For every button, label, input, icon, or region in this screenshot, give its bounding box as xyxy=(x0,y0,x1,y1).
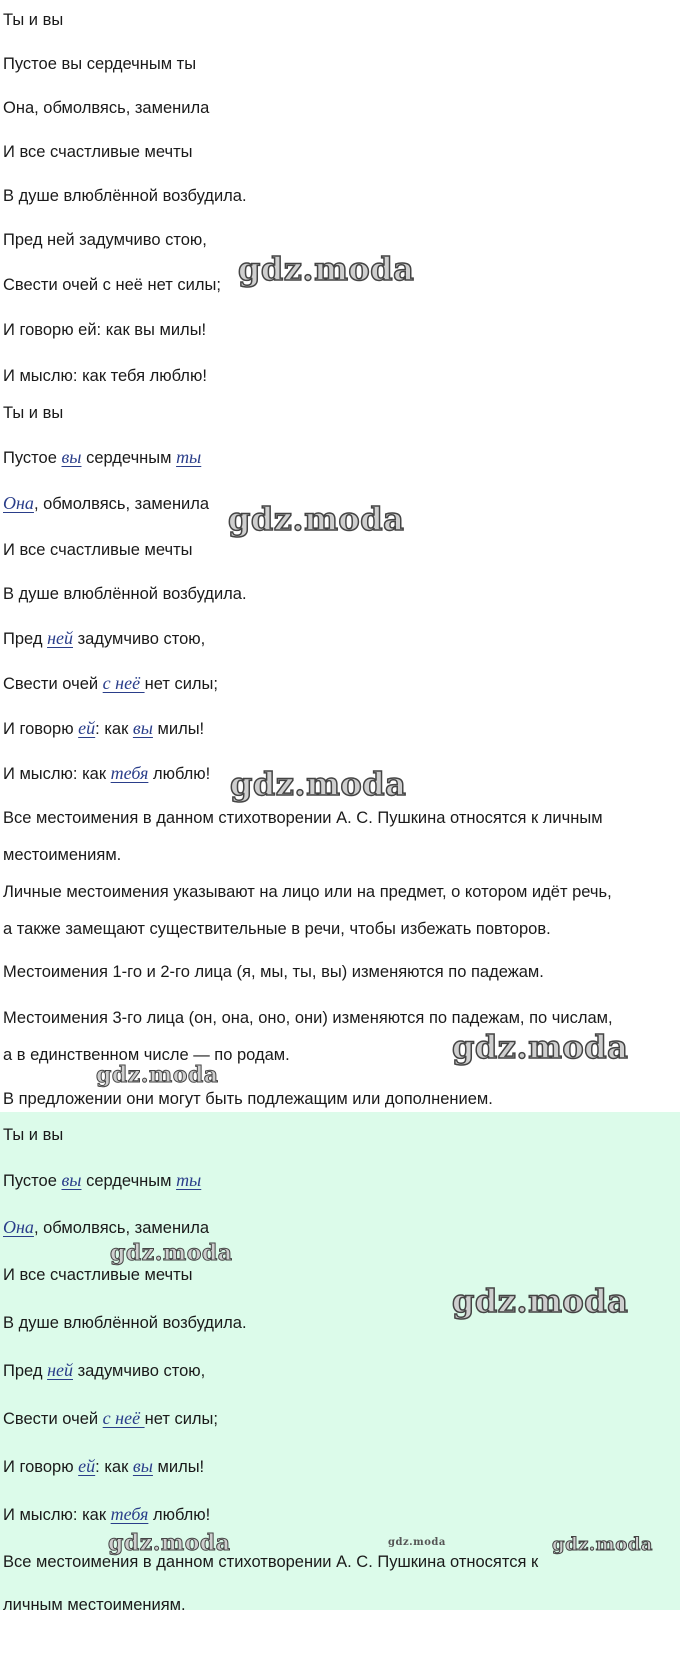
pronoun-highlight: ней xyxy=(47,1360,73,1380)
poem3-line-4: И все счастливые мечты xyxy=(3,1266,193,1284)
poem3-explanation-line-2: личным местоимениям. xyxy=(3,1596,186,1614)
pronoun-highlight: ней xyxy=(47,628,73,648)
poem1-line-6: Пред ней задумчиво стою, xyxy=(3,231,207,249)
explanation-line-8: В предложении они могут быть подлежащим или дополнением. xyxy=(3,1090,493,1108)
poem1-line-8: И говорю ей: как вы милы! xyxy=(3,321,207,339)
poem3-explanation-line-1: Все местоимения в данном стихотворении А. С. Пушкина относятся к xyxy=(3,1553,539,1571)
poem3-line-3: Она, обмолвясь, заменила xyxy=(3,1217,210,1237)
poem1-line-1: Ты и вы xyxy=(3,11,64,29)
watermark-logo: gdz.moda xyxy=(230,765,407,803)
watermark-logo: gdz.moda xyxy=(110,1240,233,1266)
poem2-line-4: И все счастливые мечты xyxy=(3,541,193,559)
poem1-line-9: И мыслю: как тебя люблю! xyxy=(3,367,207,385)
pronoun-highlight: ей xyxy=(78,718,96,738)
poem1-line-5: В душе влюблённой возбудила. xyxy=(3,187,247,205)
watermark-logo: gdz.moda xyxy=(228,500,405,538)
pronoun-highlight: ей xyxy=(78,1456,96,1476)
pronoun-highlight: вы xyxy=(61,447,82,467)
explanation-line-4: а также замещают существительные в речи, чтобы избежать повторов. xyxy=(3,920,551,938)
poem3-line-2: Пустое вы сердечным ты xyxy=(3,1170,202,1190)
explanation-line-3: Личные местоимения указывают на лицо или на предмет, о котором идёт речь, xyxy=(3,883,612,901)
poem3-line-5: В душе влюблённой возбудила. xyxy=(3,1314,247,1332)
pronoun-highlight: с неё xyxy=(102,1408,145,1428)
explanation-line-2: местоимениям. xyxy=(3,846,122,864)
poem2-line-9: И мыслю: как тебя люблю! xyxy=(3,763,211,783)
explanation-line-7: а в единственном числе — по родам. xyxy=(3,1046,290,1064)
poem3-line-6: Пред ней задумчиво стою, xyxy=(3,1360,206,1380)
poem1-line-4: И все счастливые мечты xyxy=(3,143,193,161)
pronoun-highlight: ты xyxy=(176,447,202,467)
watermark-logo: gdz.moda xyxy=(388,1537,446,1548)
pronoun-highlight: вы xyxy=(132,718,153,738)
poem3-line-7: Свести очей с неё нет силы; xyxy=(3,1408,218,1428)
poem3-line-1: Ты и вы xyxy=(3,1126,64,1144)
explanation-line-6: Местоимения 3-го лица (он, она, оно, они) изменяются по падежам, по числам, xyxy=(3,1009,613,1027)
poem2-line-6: Пред ней задумчиво стою, xyxy=(3,628,206,648)
pronoun-highlight: вы xyxy=(61,1170,82,1190)
pronoun-highlight: Она xyxy=(3,1217,34,1237)
poem2-line-5: В душе влюблённой возбудила. xyxy=(3,585,247,603)
pronoun-highlight: ты xyxy=(176,1170,202,1190)
watermark-logo: gdz.moda xyxy=(452,1282,629,1320)
watermark-logo: gdz.moda xyxy=(452,1028,629,1066)
poem2-line-2: Пустое вы сердечным ты xyxy=(3,447,202,467)
watermark-logo: gdz.moda xyxy=(238,250,415,288)
pronoun-highlight: тебя xyxy=(110,1504,149,1524)
poem1-line-7: Свести очей с неё нет силы; xyxy=(3,276,221,294)
explanation-line-5: Местоимения 1-го и 2-го лица (я, мы, ты, вы) изменяются по падежам. xyxy=(3,963,544,981)
watermark-logo: gdz.moda xyxy=(96,1062,219,1088)
watermark-logo: gdz.moda xyxy=(108,1530,231,1556)
poem2-line-3: Она, обмолвясь, заменила xyxy=(3,493,210,513)
poem3-line-9: И мыслю: как тебя люблю! xyxy=(3,1504,211,1524)
poem1-line-2: Пустое вы сердечным ты xyxy=(3,55,197,73)
pronoun-highlight: тебя xyxy=(110,763,149,783)
poem2-line-7: Свести очей с неё нет силы; xyxy=(3,673,218,693)
pronoun-highlight: Она xyxy=(3,493,34,513)
poem1-line-3: Она, обмолвясь, заменила xyxy=(3,99,210,117)
explanation-line-1: Все местоимения в данном стихотворении А. С. Пушкина относятся к личным xyxy=(3,809,603,827)
pronoun-highlight: с неё xyxy=(102,673,145,693)
poem2-line-8: И говорю ей: как вы милы! xyxy=(3,718,205,738)
poem3-line-8: И говорю ей: как вы милы! xyxy=(3,1456,205,1476)
pronoun-highlight: вы xyxy=(132,1456,153,1476)
poem2-line-1: Ты и вы xyxy=(3,404,64,422)
watermark-logo: gdz.moda xyxy=(552,1534,653,1555)
